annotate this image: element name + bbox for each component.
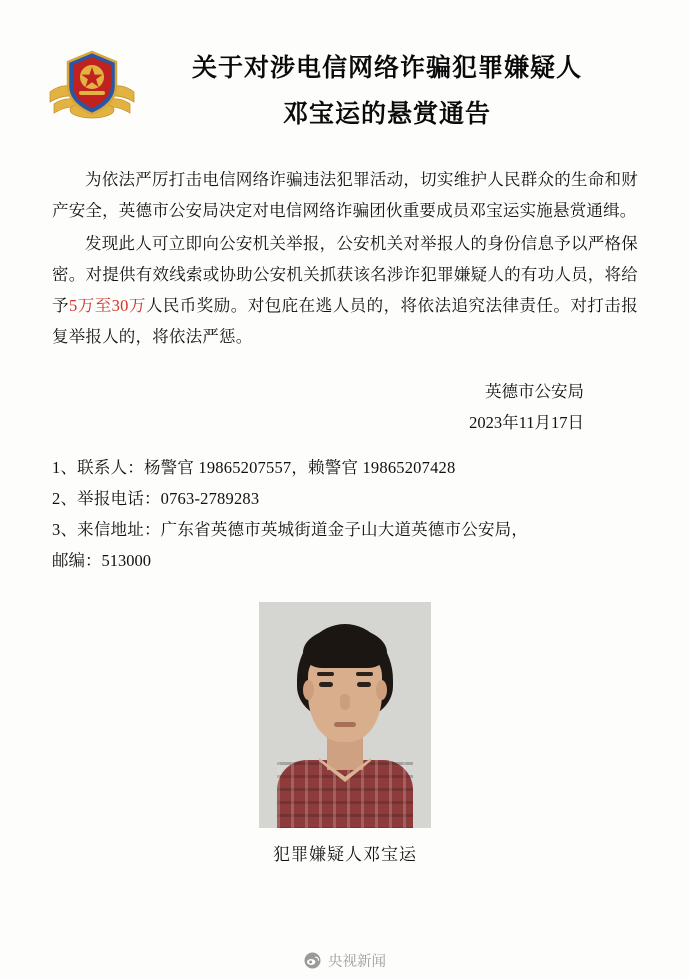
reward-amount: 5万至30万 [68, 296, 146, 315]
contact-index: 2、 [52, 489, 78, 508]
issuing-organization: 英德市公安局 [485, 382, 584, 401]
contact-row [52, 452, 638, 483]
contact-label: 来信地址： [77, 520, 161, 539]
paragraph-1-text: 为依法严厉打击电信网络诈骗违法犯罪活动，切实维护人民群众的生命和财产安全，英德市公安局决定对电信网络诈骗团伙重要成员邓宝运实施悬赏通缉。 [52, 170, 638, 220]
suspect-photo-block [0, 602, 690, 865]
police-emblem-icon [46, 44, 138, 130]
paragraph-1 [52, 164, 638, 226]
contact-row [52, 514, 638, 545]
document-body [0, 138, 690, 438]
paragraph-2 [52, 228, 638, 352]
contact-index: 1、 [52, 458, 78, 477]
footer-watermark [0, 950, 690, 971]
contact-label: 举报电话： [77, 489, 161, 508]
document-title [138, 34, 636, 138]
issue-date: 2023年11月17日 [469, 413, 584, 432]
contact-value: 0763-2789283 [160, 489, 260, 508]
contact-value: 广东省英德市英城街道金子山大道英德市公安局， [160, 520, 529, 539]
paragraph-2-text-b: 人民币奖励。对包庇在逃人员的，将依法追究法律责任。对打击报复举报人的，将依法严惩。 [52, 296, 638, 346]
title-line-1: 关于对涉电信网络诈骗犯罪嫌疑人 [191, 55, 582, 82]
postal-code: 邮编：513000 [52, 551, 151, 570]
contact-list [0, 438, 690, 576]
title-line-2: 邓宝运的悬赏通告 [282, 101, 491, 128]
signature-block [52, 376, 638, 438]
contact-value: 杨警官 19865207557，赖警官 19865207428 [143, 458, 456, 477]
contact-label: 联系人： [77, 458, 144, 477]
paragraph-2-text-a: 发现此人可立即向公安机关举报，公安机关对举报人的身份信息予以严格保密。对提供有效线索或协助公安机关抓获该名涉诈犯罪嫌疑人的有功人员，将给予 [52, 234, 638, 315]
photo-caption: 犯罪嫌疑人邓宝运 [273, 845, 417, 864]
contact-row [52, 483, 638, 514]
contact-index: 3、 [52, 520, 78, 539]
weibo-icon [304, 952, 321, 969]
document-header [0, 0, 690, 138]
footer-source: 央视新闻 [328, 954, 386, 970]
suspect-photo [259, 602, 431, 828]
